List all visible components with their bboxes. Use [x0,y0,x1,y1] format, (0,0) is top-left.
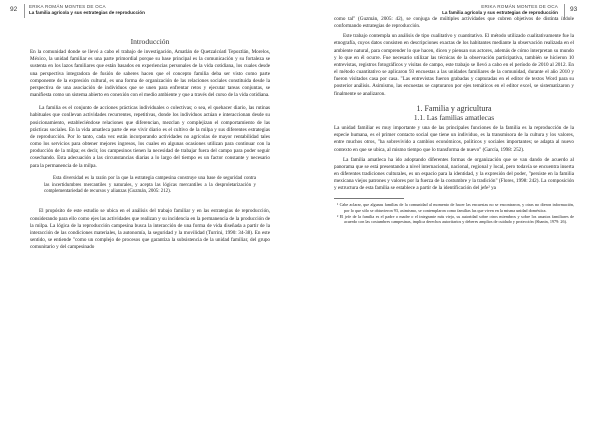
running-header [29,4,145,17]
block-quote: Esta diversidad es la razón por la que la estrategia campesina construye una base de seguridad contra las incertidumbres mercantiles y naturales, y acepta las lógicas mercantiles a la desproletarización y complementariedad de recursos y alianzas (Guzmán, 2005: 212). [44,175,256,195]
footnote: ² El jefe de la familia es el padre o madre o el integrante más viejo, su autoridad sobre otros miembros y sobre los asuntos familiares de acuerdo con las costumbres campesinas, implica derechos autoritarios y deberes amplios de cuidado y protección (Shanin, 1979: 26). [337,214,574,225]
paragraph: El propósito de este estudio se ubica en el análisis del trabajo familiar y en las estrategias de reproducción, considerando para ello como ejes las actividades que realizan y su incidencia en la permanencia de la producción de la milpa. La lógica de la reproducción campesina busca la interacción de una forma de vida diseñada a partir de la interacción de las condiciones materiales, la autonomía, la seguridad y la movilidad (Turrini, 1990: 34-38). En este sentido, se entiende "como un complejo de procesos que garantiza la subsistencia de la unidad familiar, del grupo comunitario y del campesinado [30,208,270,251]
footnote: ¹ Cabe aclarar, que algunas familias de la comunidad al momento de hacer las encuestas no se encontraron, y otras no dieron información, por lo que sólo se obtuvieron 93, asimismo, se contemplaron como familias las que viven en la misma unidad doméstica. [337,202,574,213]
left-text-column [30,38,270,251]
section-title: 1. Familia y agricultura [416,103,492,113]
paragraph: La unidad familiar es muy importante y una de las principales funciones de la familia es la reproducción de la especie humana, es el primer contacto social que tiene un individuo, es la transmisora de la cultura y los valores, entre muchos otros, "ha sobrevivido a cambios económicos, políticos y sociales importantes; se adapta al nuevo contexto en que se ubica, al mismo tiempo que lo transforma de nuevo" (García, 1998: 252). [334,125,574,153]
paragraph: La familia amatleca ha ido adoptando diferentes formas de organización que se van dando de acuerdo al panorama que se está presentando a nivel internacional, nacional, regional y local, pero todavía se encuentra inserta en diferentes tradiciones culturales, es un espacio para la identidad, y la expresión del poder, "persiste en la familia mexicana viejos patrones y valores por la fuerza de la costumbre y la tradición" (Flores, 1998: 242). La composición y estructura de esta familia se establece a partir de la identificación del jefe² ya [334,156,574,192]
paragraph: Este trabajo contempla un análisis de tipo cualitativo y cuantitativo. El método utilizado cualitativamente fue la etnografía, cuyos datos consisten en descripciones exactas de los habitantes mediante la observación realizada en el ambiente natural, para comprender lo que hacen, dicen y piensan sus actores, además de cómo interpretan su mundo y lo que en él ocurre. Fue necesario utilizar las técnicas de la observación participativa, también se hicieron 10 entrevistas, registros fotográficos y visitas de campo, este trabajo se llevó a cabo en el período de 2010 al 2012. En el método cuantitativo se aplicaron 93 encuestas a las unidades familiares de la comunidad, durante el año 2010 y fueron visitados casa por casa. "Las entrevistas fueron grabadas y capturadas en el editor de textos Word para su posterior análisis. Asimismo, las encuestas se capturaron por ejes temáticos en el editor excel, se sistematizaron y finalmente se analizaron. [334,33,574,97]
page-number: 92 [10,6,18,13]
header-book-title: La familia agrícola y sus estrategias de reproducción [442,10,558,16]
paragraph: En la comunidad donde se llevó a cabo el trabajo de investigación, Amatlán de Quetzalcóatl Tepoztlán, Morelos, México, la unidad familiar es una parte primordial porque su base principal es la comunicación y su fortaleza se sustenta en los lazos familiares que están basados en experiencias personales de la vida cotidiana, los cuales desde una perspectiva integradora de fusión de saberes hacen que el concepto familia deba ser visto como parte componente de la expresión cultural, es una forma de organización de las relaciones sociales constituida desde la perspectiva de una asociación de individuos que se unen para enfrentar retos y ejecutar tareas conjuntas, se manifiesta como un sistema abierto en conexión con el medio ambiente y que a través del curso de la vida cotidiana. [30,49,270,99]
running-header [442,4,558,17]
subsection-title: 1.1. Las familias amatlecas [413,112,495,122]
section-heading: Introducción [130,37,170,46]
header-author: ERIKA ROMÁN MONTES DE OCA [29,4,106,9]
page-number: 93 [570,6,578,13]
right-text-column [334,16,574,226]
paragraph: La familia es el conjunto de acciones prácticas individuales o colectivas; o sea, el quehacer diario, las rutinas habituales que conllevan actividades recurrentes, repetitivas, donde los individuos actúan e interaccionan desde su posicionamiento, estableciéndose relaciones que diferencian, mezclan y complejizan el comportamiento de las prácticas sociales. En la vida amatleca parte de ese vivir diario es el cultivo de la milpa y sus diferentes estrategias de reproducción. Por lo tanto, cada vez están incorporando actividades no agrícolas de mayor rentabilidad tales como los servicios para obtener mejores ingresos, los cuales en algunas ocasiones utilizan para continuar con la producción de la milpa; es decir, los campesinos tienen la necesidad de trabajar fuera del campo para poder seguir cosechando. Esta adecuación a las circunstancias diarias a lo largo del tiempo es un factor constante y necesario para la permanencia de la milpa. [30,105,270,169]
paragraph: como tal" (Guzmán, 2005: 42), se conjuga de múltiples actividades que cubren objetivos de distinta índole conformando estrategias de reproducción. [334,16,574,30]
header-book-title: La familia agrícola y sus estrategias de reproducción [29,10,145,16]
header-author: ERIKA ROMÁN MONTES DE OCA [481,4,558,9]
header-divider [24,4,25,18]
footnote-rule [334,198,404,199]
right-page [300,0,600,440]
